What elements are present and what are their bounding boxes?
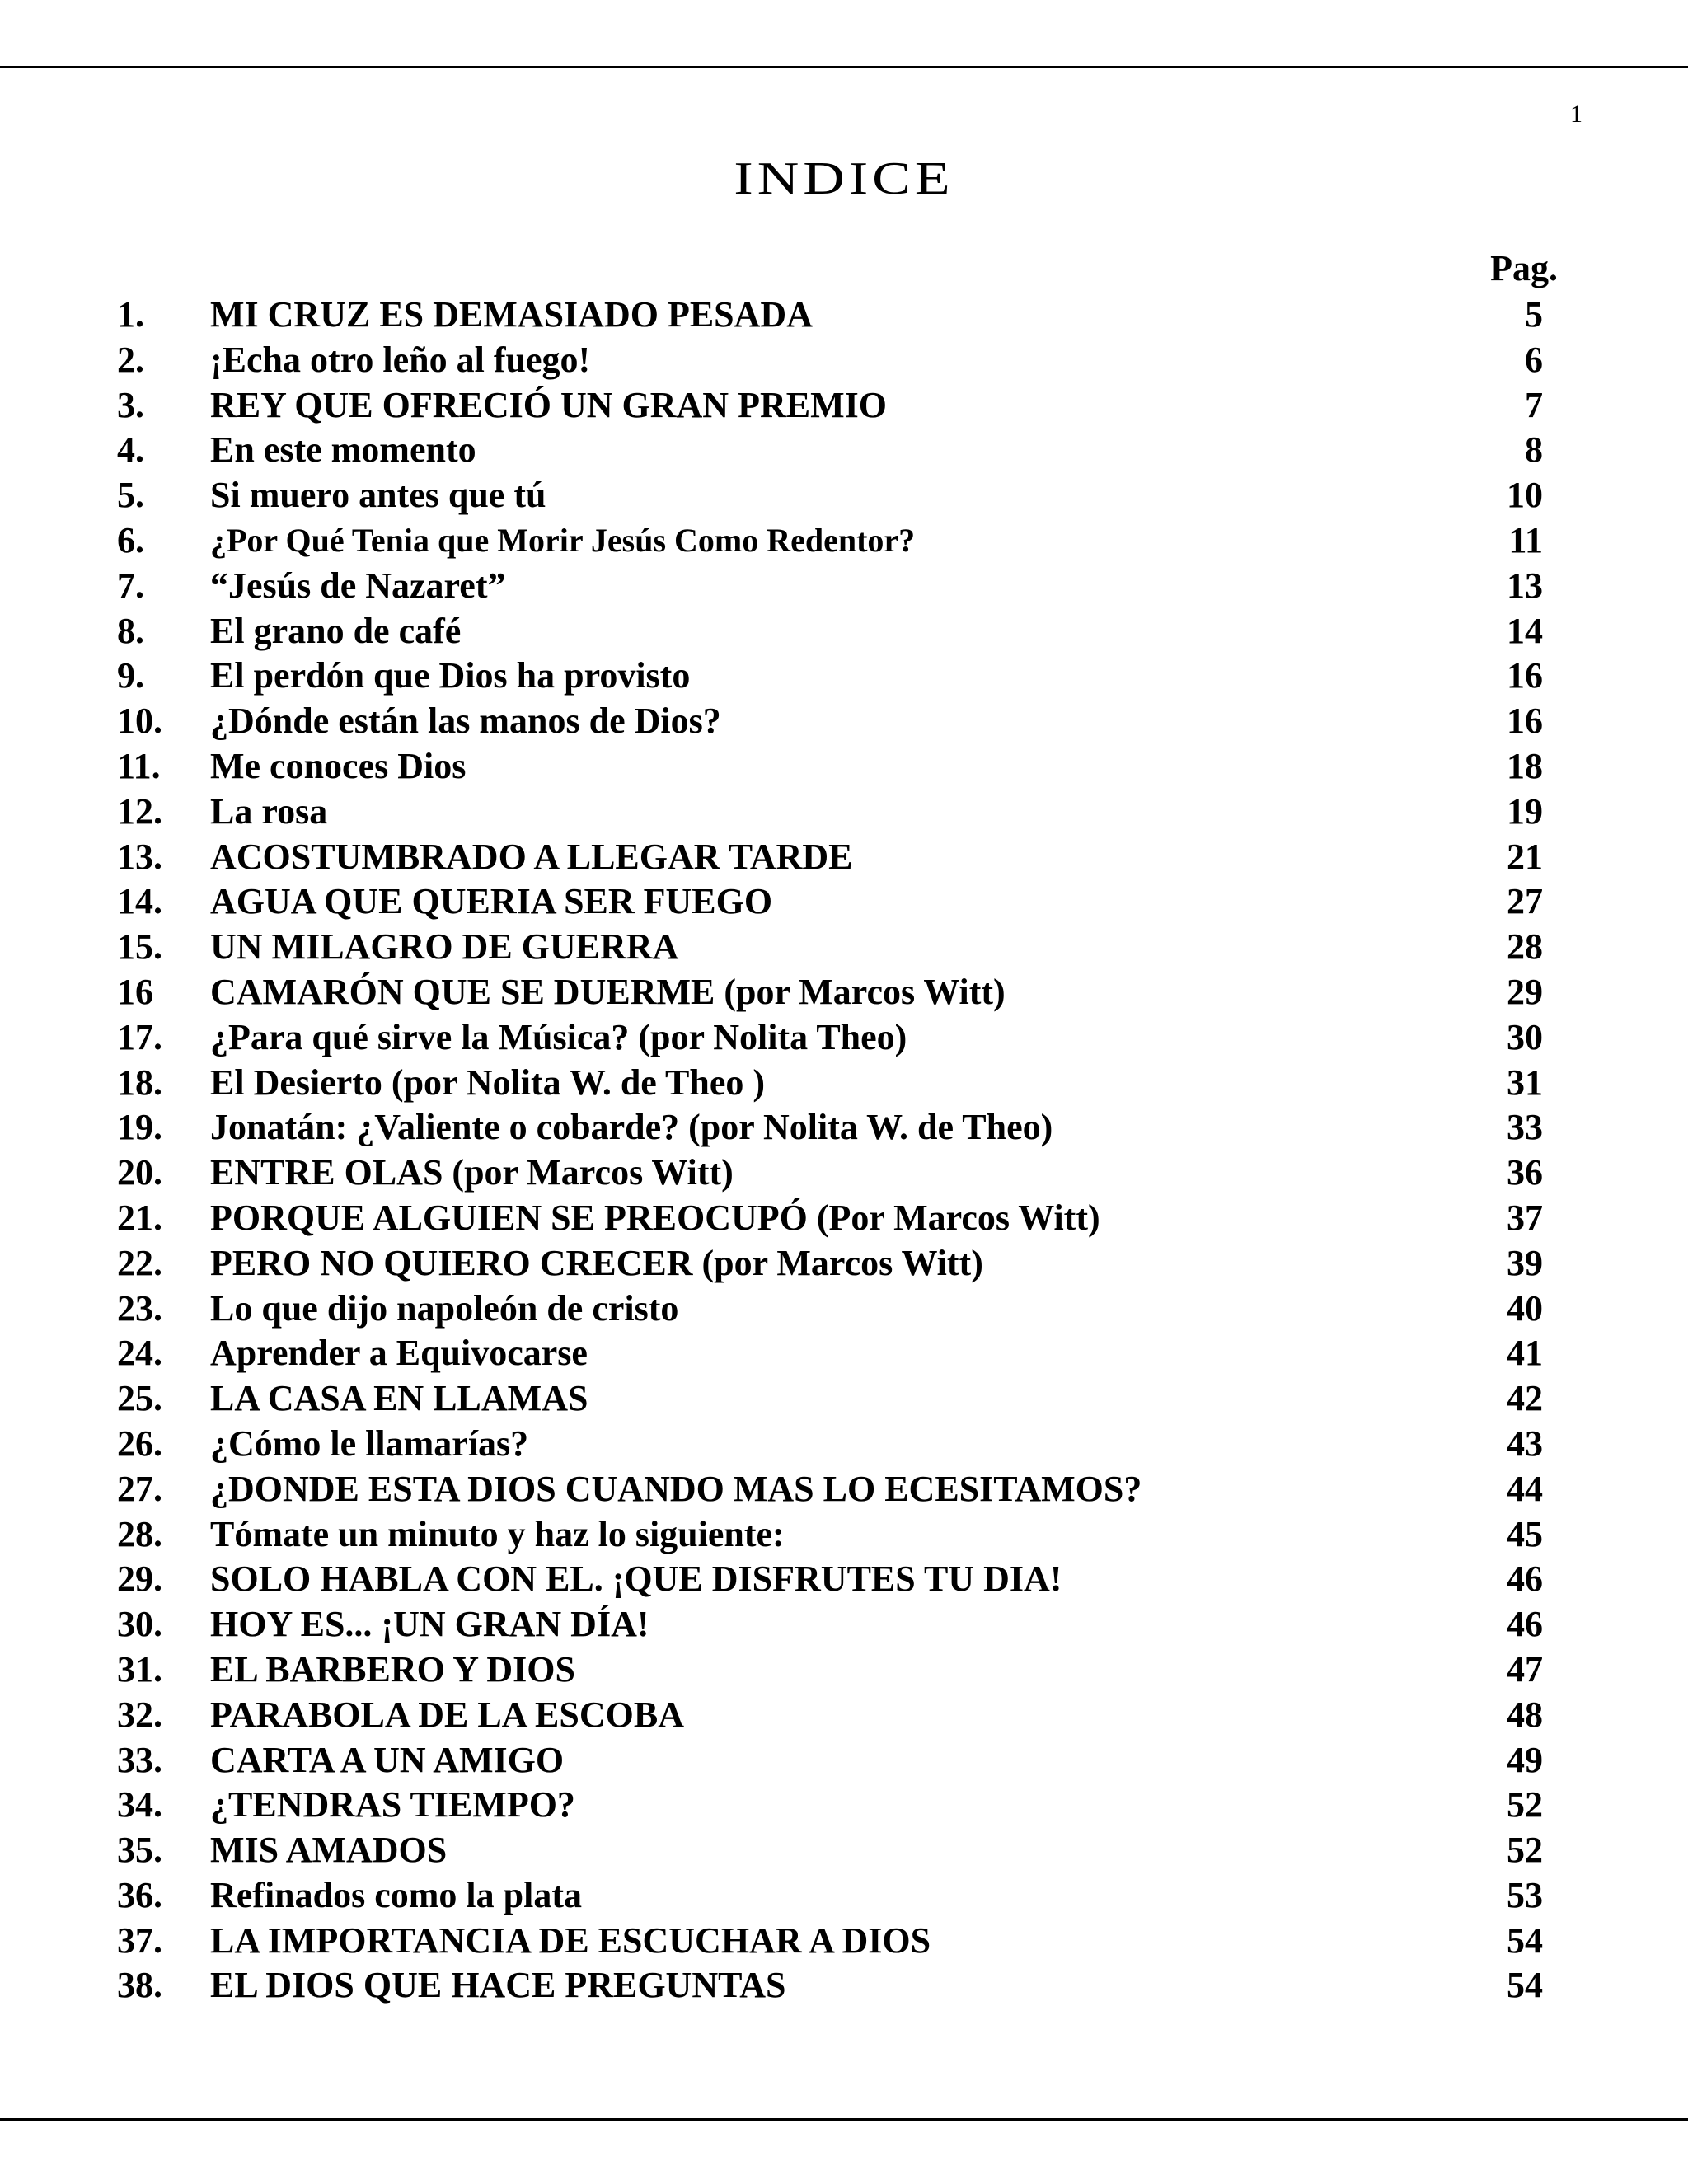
toc-entry	[0, 1151, 1688, 1196]
toc-entry-number: 1.	[117, 294, 144, 335]
toc-entry	[0, 1241, 1688, 1286]
toc-entry-page: 48	[1507, 1694, 1543, 1735]
toc-entry-number: 24.	[117, 1333, 162, 1374]
toc-entry-title: Refinados como la plata	[210, 1874, 582, 1915]
toc-entry	[0, 1015, 1688, 1061]
toc-entry-page: 37	[1507, 1197, 1543, 1238]
toc-entry-title: Lo que dijo napoleón de cristo	[210, 1287, 679, 1329]
toc-entry-title: La rosa	[210, 790, 328, 832]
toc-entry-title: ¿Para qué sirve la Música? (por Nolita Theo)	[210, 1016, 907, 1057]
toc-entry	[0, 744, 1688, 790]
toc-entry-title: MIS AMADOS	[210, 1830, 448, 1871]
toc-entry	[0, 1512, 1688, 1558]
toc-entry-number: 20.	[117, 1152, 162, 1193]
toc-entry-title: UN MILAGRO DE GUERRA	[210, 926, 679, 968]
toc-entry-title: EL DIOS QUE HACE PREGUNTAS	[210, 1965, 786, 2006]
toc-entry-number: 31.	[117, 1648, 162, 1690]
toc-entry-title: CARTA A UN AMIGO	[210, 1739, 565, 1780]
toc-entry-title: En este momento	[210, 429, 476, 471]
toc-entry-title: AGUA QUE QUERIA SER FUEGO	[210, 881, 773, 922]
toc-entry-title: REY QUE OFRECIÓ UN GRAN PREMIO	[210, 384, 887, 425]
toc-entry-title: ENTRE OLAS (por Marcos Witt)	[210, 1152, 734, 1193]
toc-entry-number: 15.	[117, 926, 162, 968]
toc-entry-page: 16	[1507, 655, 1543, 696]
toc-entry	[0, 1602, 1688, 1647]
toc-entry-number: 9.	[117, 655, 144, 696]
toc-entry	[0, 383, 1688, 429]
toc-entry-title: ¿Dónde están las manos de Dios?	[210, 701, 721, 742]
toc-entry	[0, 1828, 1688, 1873]
toc-entry-page: 29	[1507, 971, 1543, 1012]
toc-entry-title: ¿DONDE ESTA DIOS CUANDO MAS LO ECESITAMOS?	[210, 1468, 1142, 1509]
toc-entry	[0, 1919, 1688, 1964]
toc-entry-title: HOY ES... ¡UN GRAN DÍA!	[210, 1604, 649, 1645]
toc-entry-number: 30.	[117, 1604, 162, 1645]
toc-entry-number: 17.	[117, 1016, 162, 1057]
toc-entry-number: 38.	[117, 1965, 162, 2006]
toc-entry-title: Me conoces Dios	[210, 745, 467, 786]
toc-entry-title: MI CRUZ ES DEMASIADO PESADA	[210, 294, 813, 335]
toc-entry-page: 7	[1525, 384, 1543, 425]
toc-entry	[0, 1557, 1688, 1602]
toc-entry-title: CAMARÓN QUE SE DUERME (por Marcos Witt)	[210, 971, 1006, 1012]
table-of-contents	[0, 293, 1688, 2008]
toc-entry	[0, 1693, 1688, 1738]
toc-entry-title: SOLO HABLA CON EL. ¡QUE DISFRUTES TU DIA!	[210, 1558, 1062, 1600]
toc-entry-number: 19.	[117, 1107, 162, 1148]
toc-entry-number: 33.	[117, 1739, 162, 1780]
toc-entry	[0, 1376, 1688, 1422]
toc-entry-number: 11.	[117, 745, 161, 786]
toc-entry	[0, 699, 1688, 744]
toc-entry-number: 25.	[117, 1378, 162, 1419]
toc-entry-page: 16	[1507, 701, 1543, 742]
toc-entry-number: 13.	[117, 836, 162, 877]
toc-entry-number: 16	[117, 971, 153, 1012]
toc-entry-number: 28.	[117, 1513, 162, 1554]
toc-entry-page: 52	[1507, 1830, 1543, 1871]
toc-entry-number: 27.	[117, 1468, 162, 1509]
toc-entry-page: 31	[1507, 1062, 1543, 1103]
toc-entry-number: 21.	[117, 1197, 162, 1238]
toc-entry-page: 28	[1507, 926, 1543, 968]
toc-entry-title: PARABOLA DE LA ESCOBA	[210, 1694, 684, 1735]
toc-entry-page: 41	[1507, 1333, 1543, 1374]
toc-entry	[0, 1286, 1688, 1332]
toc-entry-page: 13	[1507, 565, 1543, 606]
toc-entry	[0, 925, 1688, 970]
toc-entry-number: 4.	[117, 429, 144, 471]
toc-entry-title: El grano de café	[210, 610, 462, 651]
pag-column-header: Pag.	[1490, 248, 1558, 288]
toc-entry-page: 44	[1507, 1468, 1543, 1509]
toc-entry-title: ACOSTUMBRADO A LLEGAR TARDE	[210, 836, 853, 877]
toc-entry-page: 46	[1507, 1558, 1543, 1600]
toc-entry-number: 37.	[117, 1919, 162, 1961]
toc-entry-page: 39	[1507, 1242, 1543, 1283]
toc-entry	[0, 1738, 1688, 1783]
toc-entry-number: 36.	[117, 1874, 162, 1915]
toc-entry-page: 8	[1525, 429, 1543, 471]
toc-entry-page: 14	[1507, 610, 1543, 651]
toc-entry-page: 21	[1507, 836, 1543, 877]
toc-entry	[0, 518, 1688, 564]
toc-entry-page: 5	[1525, 294, 1543, 335]
toc-entry-page: 10	[1507, 475, 1543, 516]
toc-entry-page: 45	[1507, 1513, 1543, 1554]
toc-entry-number: 35.	[117, 1830, 162, 1871]
toc-entry-number: 10.	[117, 701, 162, 742]
toc-entry	[0, 338, 1688, 383]
toc-entry-number: 34.	[117, 1784, 162, 1825]
toc-entry-title: ¿TENDRAS TIEMPO?	[210, 1784, 575, 1825]
toc-entry-number: 6.	[117, 519, 144, 560]
toc-entry-number: 23.	[117, 1287, 162, 1329]
toc-entry	[0, 835, 1688, 880]
toc-entry	[0, 428, 1688, 473]
toc-entry	[0, 1467, 1688, 1512]
page-title: INDICE	[734, 153, 954, 204]
toc-entry-number: 29.	[117, 1558, 162, 1600]
toc-entry-page: 46	[1507, 1604, 1543, 1645]
toc-entry-page: 54	[1507, 1919, 1543, 1961]
page-number: 1	[1570, 101, 1582, 128]
toc-entry	[0, 293, 1688, 338]
toc-entry-page: 36	[1507, 1152, 1543, 1193]
toc-entry	[0, 1105, 1688, 1151]
toc-entry	[0, 609, 1688, 654]
toc-entry-title: “Jesús de Nazaret”	[210, 565, 506, 606]
toc-entry-number: 2.	[117, 339, 144, 380]
toc-entry-title: PERO NO QUIERO CRECER (por Marcos Witt)	[210, 1242, 983, 1283]
toc-entry-page: 6	[1525, 339, 1543, 380]
toc-entry	[0, 654, 1688, 699]
toc-entry	[0, 473, 1688, 518]
toc-entry	[0, 1647, 1688, 1693]
toc-entry-page: 42	[1507, 1378, 1543, 1419]
toc-entry	[0, 970, 1688, 1015]
toc-entry-title: EL BARBERO Y DIOS	[210, 1648, 575, 1690]
toc-entry-title: ¿Por Qué Tenia que Morir Jesús Como Redentor?	[210, 521, 916, 559]
toc-entry-number: 32.	[117, 1694, 162, 1735]
toc-entry-number: 22.	[117, 1242, 162, 1283]
toc-entry-number: 5.	[117, 475, 144, 516]
toc-entry-page: 19	[1507, 790, 1543, 832]
toc-entry-number: 18.	[117, 1062, 162, 1103]
toc-entry	[0, 564, 1688, 609]
toc-entry	[0, 1783, 1688, 1828]
toc-entry-page: 52	[1507, 1784, 1543, 1825]
toc-entry	[0, 1196, 1688, 1241]
bottom-rule	[0, 2118, 1688, 2121]
toc-entry-title: LA CASA EN LLAMAS	[210, 1378, 588, 1419]
toc-entry-title: El perdón que Dios ha provisto	[210, 655, 691, 696]
toc-entry-number: 26.	[117, 1422, 162, 1464]
toc-entry-title: Tómate un minuto y haz lo siguiente:	[210, 1513, 785, 1554]
toc-entry-page: 33	[1507, 1107, 1543, 1148]
toc-entry-number: 14.	[117, 881, 162, 922]
toc-entry	[0, 1331, 1688, 1376]
toc-entry	[0, 790, 1688, 835]
toc-entry	[0, 1061, 1688, 1106]
toc-entry-page: 53	[1507, 1874, 1543, 1915]
toc-entry	[0, 1963, 1688, 2008]
toc-entry-title: ¿Cómo le llamarías?	[210, 1422, 529, 1464]
toc-entry-number: 8.	[117, 610, 144, 651]
toc-entry-page: 47	[1507, 1648, 1543, 1690]
toc-entry-title: Si muero antes que tú	[210, 475, 546, 516]
toc-entry-title: ¡Echa otro leño al fuego!	[210, 339, 591, 380]
toc-entry-number: 7.	[117, 565, 144, 606]
toc-entry-page: 54	[1507, 1965, 1543, 2006]
toc-entry-page: 49	[1507, 1739, 1543, 1780]
toc-entry-page: 27	[1507, 881, 1543, 922]
toc-entry-page: 40	[1507, 1287, 1543, 1329]
toc-entry	[0, 1873, 1688, 1919]
toc-entry	[0, 1422, 1688, 1467]
top-rule	[0, 66, 1688, 68]
toc-entry-title: Jonatán: ¿Valiente o cobarde? (por Nolita W. de Theo)	[210, 1107, 1053, 1148]
toc-entry-title: LA IMPORTANCIA DE ESCUCHAR A DIOS	[210, 1919, 931, 1961]
toc-entry-title: El Desierto (por Nolita W. de Theo )	[210, 1062, 766, 1103]
toc-entry-page: 11	[1508, 519, 1543, 560]
toc-entry-number: 3.	[117, 384, 144, 425]
toc-entry-page: 30	[1507, 1016, 1543, 1057]
toc-entry	[0, 879, 1688, 925]
toc-entry-page: 18	[1507, 745, 1543, 786]
toc-entry-title: Aprender a Equivocarse	[210, 1333, 588, 1374]
toc-entry-title: PORQUE ALGUIEN SE PREOCUPÓ (Por Marcos Witt)	[210, 1197, 1100, 1238]
toc-entry-page: 43	[1507, 1422, 1543, 1464]
toc-entry-number: 12.	[117, 790, 162, 832]
